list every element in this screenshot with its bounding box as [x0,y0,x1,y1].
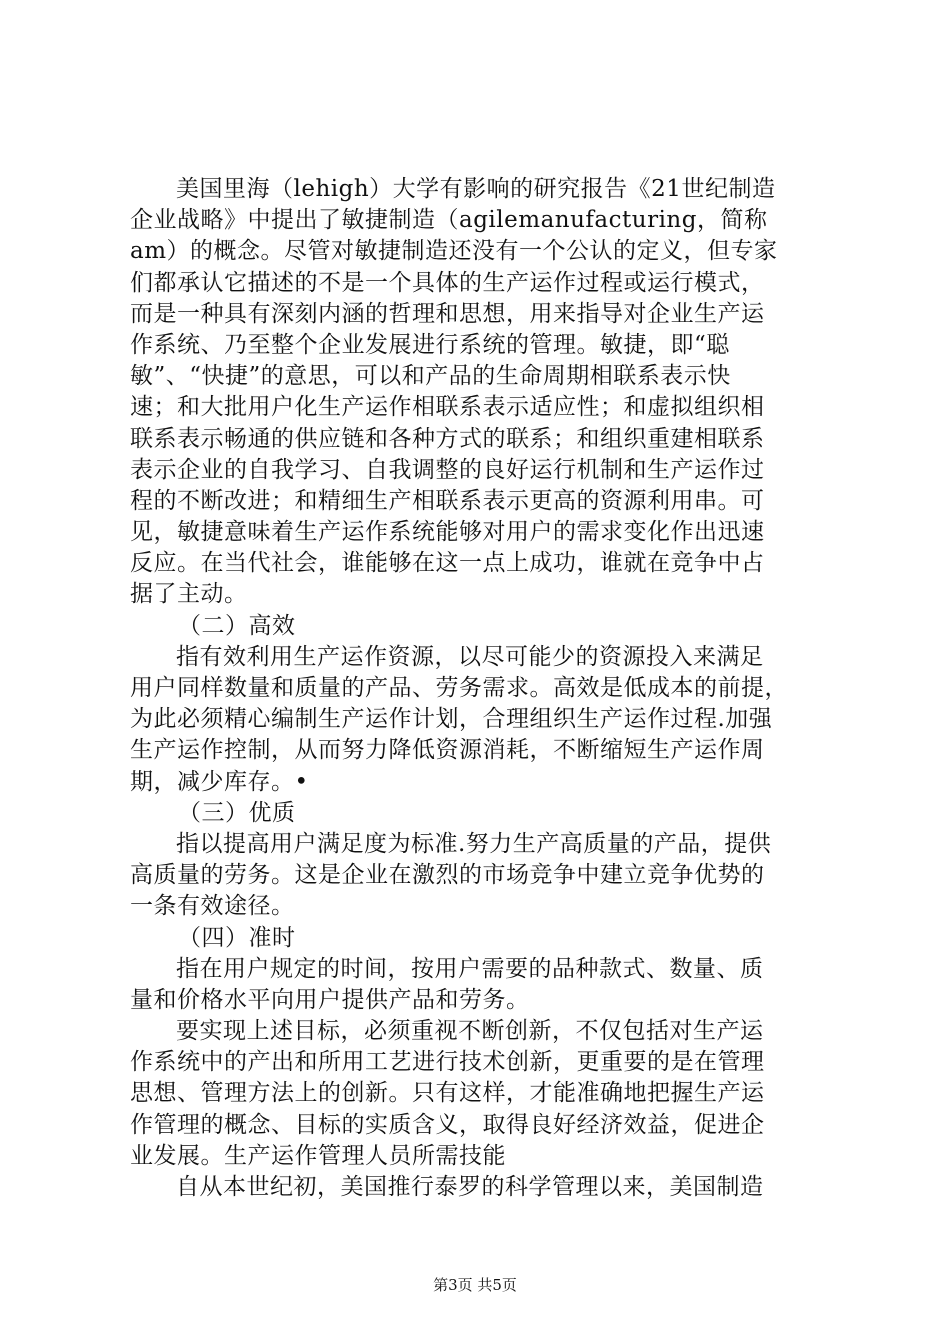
text-line: 生产运作控制，从而努力降低资源消耗，不断缩短生产运作周 [130,737,765,764]
text-line: 指在用户规定的时间，按用户需要的品种款式、数量、质 [176,955,764,982]
text-line: 自从本世纪初，美国推行泰罗的科学管理以来，美国制造 [176,1174,764,1200]
text-line: 反应。在当代社会，谁能够在这一点上成功，谁就在竞争中占 [130,550,765,577]
text-line: 思想、管理方法上的创新。只有这样，才能准确地把握生产运 [130,1080,765,1107]
text-line: 企业战略》中提出了敏捷制造（agilemanufacturing，简称 [130,207,768,234]
text-line: 程的不断改进；和精细生产相联系表示更高的资源利用串。可 [130,487,765,514]
text-line: 业发展。生产运作管理人员所需技能 [130,1142,506,1169]
text-line: 一条有效途径。 [130,893,295,920]
text-line: 指有效利用生产运作资源，以尽可能少的资源投入来满足 [176,643,764,670]
text-line: 期，减少库存。• [130,768,309,795]
text-line: 见，敏捷意味着生产运作系统能够对用户的需求变化作出迅速 [130,519,765,546]
text-line: 指以提高用户满足度为标准.努力生产高质量的产品，提供 [176,830,772,857]
text-line: 表示企业的自我学习、自我调整的良好运行机制和生产运作过 [130,456,765,483]
text-line: 们都承认它描述的不是一个具体的生产运作过程或运行模式， [130,269,765,296]
text-line: 要实现上述目标，必须重视不断创新，不仅包括对生产运 [176,1018,764,1045]
section-heading: （三）优质 [178,799,296,826]
text-line: 作系统中的产出和所用工艺进行技术创新，更重要的是在管理 [130,1049,765,1076]
text-line: 用户同样数量和质量的产品、劳务需求。高效是低成本的前提， [130,675,788,701]
text-line: 为此必须精心编制生产运作计划，合理组织生产运作过程.加强 [130,706,773,733]
text-line: 作管理的概念、目标的实质含义，取得良好经济效益，促进企 [130,1111,765,1138]
text-line: 联系表示畅通的供应链和各种方式的联系；和组织重建相联系 [130,425,765,452]
text-line: 美国里海（lehigh）大学有影响的研究报告《21世纪制造 [176,176,776,202]
page-number-footer: 第3页 共5页 [433,1276,517,1294]
text-line: 敏”、“快捷”的意思，可以和产品的生命周期相联系表示快 [130,363,731,390]
document-body [130,174,830,1203]
text-line: 速；和大批用户化生产运作相联系表示适应性；和虚拟组织相 [130,394,765,421]
text-line: 据了主动。 [130,581,248,608]
text-line: 而是一种具有深刻内涵的哲理和思想，用来指导对企业生产运 [130,300,765,327]
text-line: 高质量的劳务。这是企业在激烈的市场竞争中建立竞争优势的 [130,862,765,889]
text-line: am）的概念。尽管对敏捷制造还没有一个公认的定义，但专家 [130,238,778,265]
text-line: 作系统、乃至整个企业发展进行系统的管理。敏捷，即“聪 [130,331,730,358]
section-heading: （四）准时 [178,924,296,951]
text-line: 量和价格水平向用户提供产品和劳务。 [130,986,530,1013]
section-heading: （二）高效 [178,612,296,639]
